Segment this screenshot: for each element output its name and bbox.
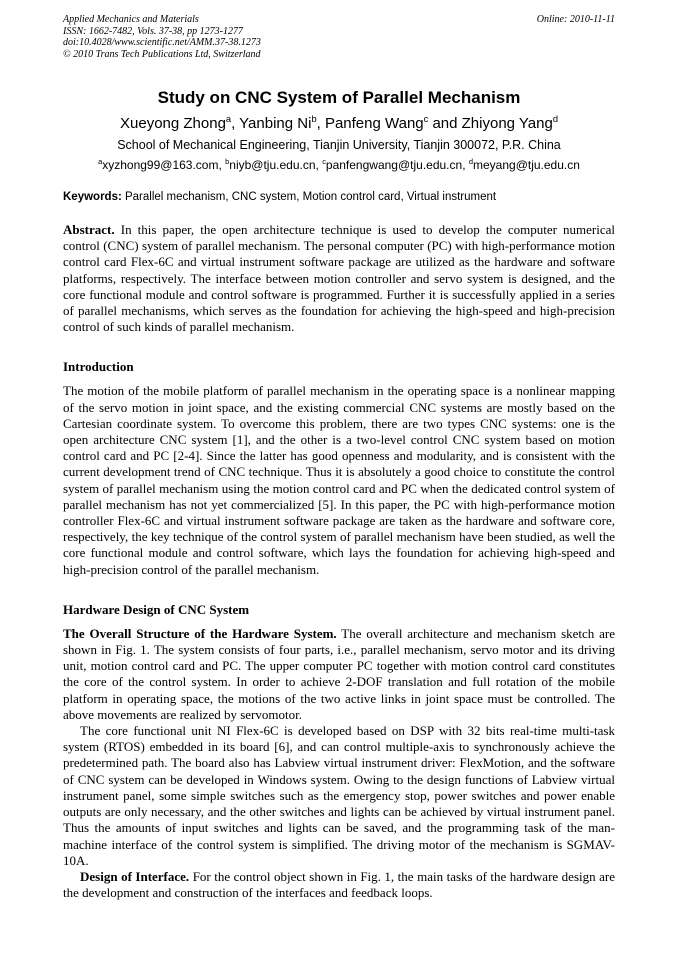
- email-superscript: a: [98, 157, 103, 166]
- author-superscript: c: [423, 114, 429, 124]
- overall-structure-paragraph: [63, 626, 615, 723]
- overall-structure-text: The overall architecture and mechanism sketch are shown in Fig. 1. The system consists of four parts, i.e., parallel mechanism, servo motor and its driving unit, motion control card and PC. The upper computer PC together with motion control card constitutes the core of the control system. In order to achieve 2-DOF translation and full rotation of the mobile platform in operating space, the motions of the two active links in joint space must be controlled. The above movements are realized by servomotor.: [63, 625, 616, 722]
- journal-header-left: [63, 14, 261, 60]
- section-heading-hardware: Hardware Design of CNC System: [63, 601, 250, 617]
- section-heading-introduction: Introduction: [63, 359, 134, 375]
- email-text: niyb@tju.edu.cn,: [229, 158, 323, 172]
- authors-line: [63, 114, 615, 133]
- author-name: Xueyong Zhong: [120, 115, 226, 132]
- email-text: xyzhong99@163.com,: [102, 158, 226, 172]
- email-superscript: b: [225, 157, 230, 166]
- issn-line: ISSN: 1662-7482, Vols. 37-38, pp 1273-1277: [63, 25, 243, 37]
- design-interface-paragraph: [63, 869, 615, 901]
- abstract-paragraph: [63, 222, 615, 335]
- paper-title: Study on CNC System of Parallel Mechanism: [157, 88, 521, 107]
- keywords-text: Parallel mechanism, CNC system, Motion control card, Virtual instrument: [121, 191, 497, 203]
- author-superscript: b: [311, 114, 317, 124]
- abstract-label: Abstract.: [63, 222, 115, 237]
- email-superscript: d: [468, 157, 473, 166]
- doi-line: doi:10.4028/www.scientific.net/AMM.37-38.1273: [63, 37, 261, 48]
- keywords-line: [63, 190, 615, 204]
- journal-name: Applied Mechanics and Materials: [63, 14, 199, 25]
- author-name: , Yanbing Ni: [231, 115, 312, 132]
- core-unit-paragraph: The core functional unit NI Flex-6C is developed based on DSP with 32 bits real-time multi-task system (RTOS) embedded in its board [6], and can control multiple-axis to synchronously achieve the predetermined path. The board also has Labview virtual instrument driver: FlexMotion, and the software of CNC system can be developed in Windows system. Owing to the design functions of Labview virtual instrument panel, some simple switches such as the emergency stop, power switches and power enable outputs are only necessary, and the other switches and lights can be achieved by virtual instrument panel. Thus the amounts of input switches and lights can be saved, and the programming task of the man-machine interface of the control system is simplified. The driving motor of the mechanism is SGMAV-10A.: [63, 723, 615, 868]
- author-name: and Zhiyong Yang: [428, 115, 553, 132]
- email-superscript: c: [322, 157, 326, 166]
- overall-structure-lead: The Overall Structure of the Hardware System.: [63, 625, 337, 641]
- email-text: panfengwang@tju.edu.cn,: [325, 158, 469, 172]
- author-superscript: a: [225, 114, 232, 124]
- affiliation: School of Mechanical Engineering, Tianjin University, Tianjin 300072, P.R. China: [117, 138, 561, 152]
- online-date: Online: 2010-11-11: [536, 14, 615, 25]
- author-superscript: d: [552, 114, 558, 124]
- introduction-paragraph: The motion of the mobile platform of parallel mechanism in the operating space is a nonlinear mapping of the servo motion in joint space, and the existing commercial CNC systems are mostly based on the Cartesian coordinate system. To overcome this problem, there are two types CNC systems: one is the open architecture CNC system [1], and the other is a two-level control CNC system based on motion control card and PC [2-4]. Since the latter has good openness and modularity, and is consistent with the current development trend of CNC technique. Thus it is absolutely a good choice to constitute the control system of parallel mechanism using the motion control card and PC when the dedicated control system of parallel mechanism has not yet commercialized [5]. In this paper, the PC with high-performance motion controller Flex-6C and virtual instrument software package are taken as the hardware and software core, respectively, the key technique of the control system of parallel mechanism have been studied, as well the core functional module and control software, which lays the foundation for achieving high-speed and high-precision control of the parallel mechanism.: [63, 383, 615, 577]
- keywords-label: Keywords:: [63, 191, 122, 203]
- journal-header: [63, 14, 615, 60]
- abstract-text: In this paper, the open architecture technique is used to develop the computer numerical control (CNC) system of parallel mechanism. The personal computer (PC) with high-performance motion control card Flex-6C and virtual instrument software package are utilized as the hardware and software platforms, respectively. The interface between motion controller and servo system is designed, and the core functional module and control software is programmed. Further it is successfully applied in a series of parallel mechanisms, which serves as the foundation for achieving the high-speed and high-precision control of such kinds of parallel mechanism.: [63, 222, 615, 335]
- email-text: meyang@tju.edu.cn: [473, 158, 580, 172]
- author-name: , Panfeng Wang: [316, 115, 424, 132]
- design-interface-lead: Design of Interface.: [80, 868, 190, 884]
- emails-line: [63, 158, 615, 173]
- design-interface-text: For the control object shown in Fig. 1, the main tasks of the hardware design are the development and construction of the interfaces and feedback loops.: [63, 868, 615, 901]
- copyright-line: © 2010 Trans Tech Publications Ltd, Switzerland: [63, 48, 261, 60]
